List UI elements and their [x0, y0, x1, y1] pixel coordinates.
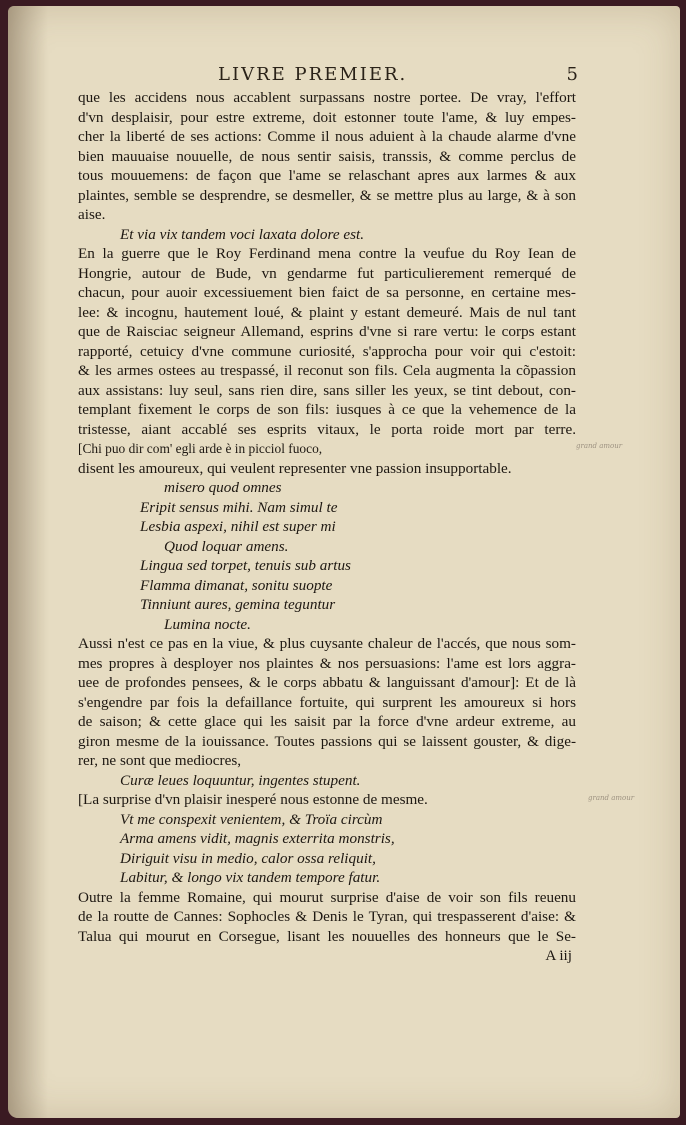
text-line: tous mouuemens: de façon que l'ame se relaschant apres aux larmes & aux	[78, 167, 576, 184]
verse-line: Tinniunt aures, gemina teguntur	[140, 596, 336, 613]
verse-line: Curæ leues loquuntur, ingentes stupent.	[120, 771, 361, 789]
text-line: & les armes ostees au trespassé, il reconut son fils. Cela augmenta la cõpassion	[78, 362, 576, 379]
text-line: [La surprise d'vn plaisir inesperé nous estonne de mesme.	[78, 791, 428, 808]
text-line: cher la liberté de ses actions: Comme il nous aduient à la chaude alarme d'vne	[78, 128, 576, 145]
margin-note: grand amour	[588, 794, 635, 802]
text-line: chacun, pour auoir excessiuement bien faict de sa personne, en certaine mes-	[78, 284, 576, 301]
text-line: Outre la femme Romaine, qui mourut surprise d'aise de voir son fils reuenu	[78, 888, 576, 906]
verse-line: Et via vix tandem voci laxata dolore est.	[120, 225, 365, 243]
verse-line: Arma amens vidit, magnis exterrita monstris,	[120, 830, 395, 847]
text-line: rapporté, cetuicy d'vne commune curiosité, s'approcha pour voir qui c'estoit:	[78, 342, 576, 360]
page-number: 5	[566, 64, 578, 85]
text-line: que les accidens nous accablent surpassans nostre portee. De vray, l'effort	[78, 89, 576, 106]
text-line: d'vn desplaisir, pour estre extreme, doit estonner toute l'ame, & luy empes-	[78, 108, 576, 126]
text-line: de saison; & cette glace qui les saisit par la force d'vne ardeur extreme, au	[78, 713, 576, 730]
text-line: Hongrie, autour de Bude, vn gendarme fut particulierement remerqué de	[78, 264, 576, 282]
text-line: bien mauuaise nouuelle, de nous sentir saisis, transsis, & comme perclus de	[78, 147, 576, 165]
verse-line: Quod loquar amens.	[164, 537, 289, 555]
verse-line: Eripit sensus mihi. Nam simul te	[140, 498, 338, 516]
body-text	[78, 88, 576, 966]
text-line: mes propres à desployer nos plaintes & nos persuasions: l'ame est lors aggra-	[78, 654, 576, 672]
text-line: Talua qui mourut en Corsegue, lisant les nouuelles des honneurs que le Se-	[78, 927, 576, 945]
verse-line: Diriguit visu in medio, calor ossa reliquit,	[120, 849, 376, 867]
margin-note: grand amour	[576, 442, 623, 450]
text-line: que de Raisciac seigneur Allemand, esprins d'vne si rare vertu: le corps estant	[78, 323, 576, 340]
text-line: tristesse, aiant accablé ses esprits vitaux, le porta roide mort par terre.	[78, 420, 576, 438]
verse-line: Lesbia aspexi, nihil est super mi	[140, 518, 336, 535]
text-line: plaintes, semble se desprendre, se desmeller, & se mettre plus au large, & à son	[78, 186, 576, 204]
text-line: aise.	[78, 206, 106, 223]
text-line: [Chi puo dir com' egli arde è in picciol fuoco,	[78, 441, 323, 456]
text-line: templant fixement le corps de son fils: iusques à ce que la vehemence de la	[78, 401, 576, 418]
text-line: rer, ne sont que mediocres,	[78, 752, 242, 769]
text-line: lee: & incognu, hautement loué, & plaint y estant demeuré. Mais de nul tant	[78, 303, 576, 321]
verse-line: Labitur, & longo vix tandem tempore fatur.	[120, 869, 381, 886]
book-page	[8, 6, 680, 1118]
signature-mark: A iij	[545, 947, 572, 964]
text-line: disent les amoureux, qui veulent representer vne passion insupportable.	[78, 459, 512, 477]
text-line: Aussi n'est ce pas en la viue, & plus cuysante chaleur de l'accés, que nous som-	[78, 635, 576, 652]
text-line: giron mesme de la iouissance. Toutes passions qui se laissent gouster, & dige-	[78, 732, 576, 750]
text-line: En la guerre que le Roy Ferdinand mena contre la veufue du Roy Iean de	[78, 245, 576, 262]
verse-line: Vt me conspexit venientem, & Troïa circùm	[120, 810, 383, 828]
text-line: s'engendre par fois la defaillance fortuite, qui surprent les amoureux si hors	[78, 693, 576, 711]
text-line: de la routte de Cannes: Sophocles & Denis le Tyran, qui trespasserent d'aise: &	[78, 908, 576, 925]
verse-line: Lingua sed torpet, tenuis sub artus	[140, 557, 351, 574]
text-line: uee de profondes pensees, & le corps abbatu & languissant d'amour]: Et de là	[78, 674, 576, 691]
page-gutter-shadow	[8, 6, 48, 1118]
verse-line: Lumina nocte.	[164, 615, 251, 633]
text-line: aux assistans: luy seul, sans rien dire, sans siller les yeux, se tint debout, con-	[78, 381, 576, 399]
running-title: LIVRE PREMIER.	[218, 64, 408, 85]
verse-line: misero quod omnes	[164, 479, 282, 496]
verse-line: Flamma dimanat, sonitu suopte	[140, 576, 333, 594]
page-header	[8, 64, 680, 90]
